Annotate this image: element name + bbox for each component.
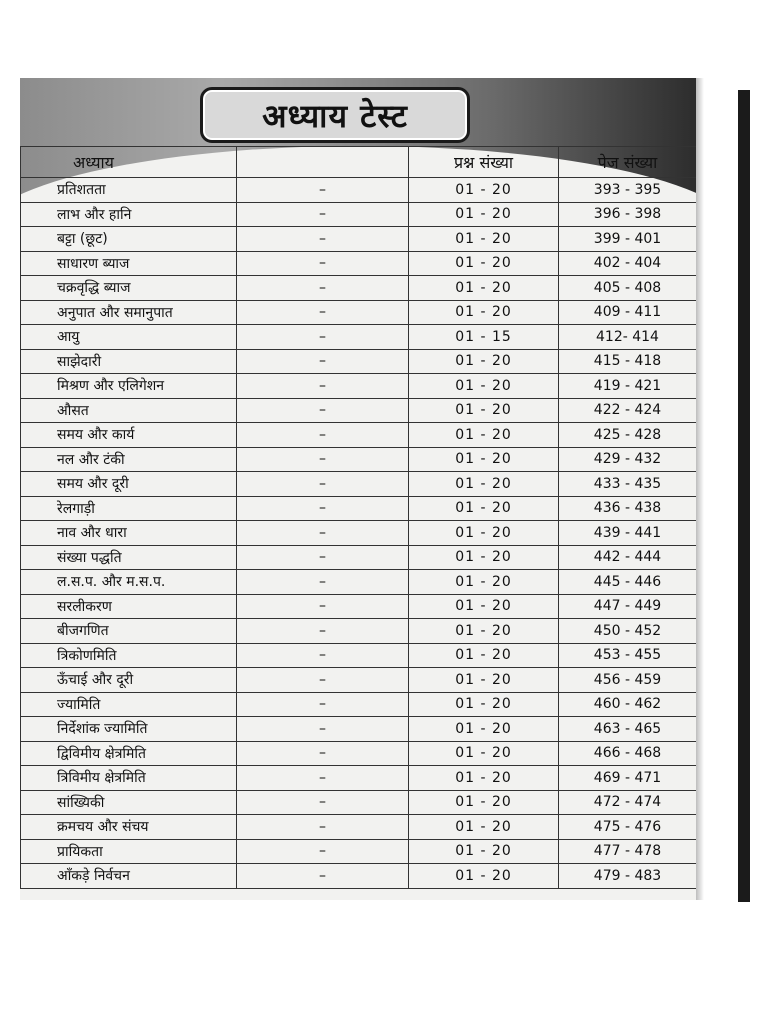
- chapter-cell: त्रिविमीय क्षेत्रमिति: [21, 766, 237, 791]
- table-row: [21, 472, 697, 497]
- table-row: [21, 300, 697, 325]
- chapter-cell: लाभ और हानि: [21, 202, 237, 227]
- question-range-cell: 01 - 20: [409, 472, 559, 497]
- page-range-cell: 463 - 465: [559, 717, 697, 742]
- question-range-cell: 01 - 20: [409, 864, 559, 889]
- chapter-cell: आँकड़े निर्वचन: [21, 864, 237, 889]
- question-range-cell: 01 - 20: [409, 619, 559, 644]
- question-range-cell: 01 - 20: [409, 423, 559, 448]
- table-row: [21, 325, 697, 350]
- separator-cell: –: [237, 668, 409, 693]
- separator-cell: –: [237, 178, 409, 203]
- title-banner: [200, 87, 470, 143]
- question-range-cell: 01 - 20: [409, 496, 559, 521]
- question-range-cell: 01 - 20: [409, 398, 559, 423]
- page-range-cell: 399 - 401: [559, 227, 697, 252]
- book-page: [20, 78, 696, 900]
- chapter-cell: नल और टंकी: [21, 447, 237, 472]
- separator-cell: –: [237, 398, 409, 423]
- separator-cell: –: [237, 839, 409, 864]
- page-range-cell: 466 - 468: [559, 741, 697, 766]
- page-range-cell: 402 - 404: [559, 251, 697, 276]
- question-range-cell: 01 - 20: [409, 643, 559, 668]
- question-range-cell: 01 - 20: [409, 349, 559, 374]
- separator-cell: –: [237, 692, 409, 717]
- page-range-cell: 429 - 432: [559, 447, 697, 472]
- question-range-cell: 01 - 20: [409, 227, 559, 252]
- table-row: [21, 766, 697, 791]
- page-range-cell: 475 - 476: [559, 815, 697, 840]
- table-row: [21, 545, 697, 570]
- question-range-cell: 01 - 20: [409, 668, 559, 693]
- separator-cell: –: [237, 496, 409, 521]
- page-range-cell: 393 - 395: [559, 178, 697, 203]
- separator-cell: –: [237, 643, 409, 668]
- page-range-cell: 425 - 428: [559, 423, 697, 448]
- question-range-cell: 01 - 20: [409, 251, 559, 276]
- question-range-cell: 01 - 20: [409, 300, 559, 325]
- page-range-cell: 415 - 418: [559, 349, 697, 374]
- page-range-cell: 433 - 435: [559, 472, 697, 497]
- page-range-cell: 447 - 449: [559, 594, 697, 619]
- separator-cell: –: [237, 374, 409, 399]
- question-range-cell: 01 - 20: [409, 178, 559, 203]
- chapter-cell: प्रतिशतता: [21, 178, 237, 203]
- separator-cell: –: [237, 251, 409, 276]
- page-range-cell: 442 - 444: [559, 545, 697, 570]
- page-range-cell: 445 - 446: [559, 570, 697, 595]
- page-range-cell: 422 - 424: [559, 398, 697, 423]
- table-row: [21, 668, 697, 693]
- page-edge-shadow: [696, 78, 704, 900]
- separator-cell: –: [237, 864, 409, 889]
- column-header-pages: पेज संख्या: [559, 147, 697, 178]
- separator-cell: –: [237, 300, 409, 325]
- question-range-cell: 01 - 20: [409, 202, 559, 227]
- page-range-cell: 453 - 455: [559, 643, 697, 668]
- question-range-cell: 01 - 20: [409, 815, 559, 840]
- page-range-cell: 472 - 474: [559, 790, 697, 815]
- separator-cell: –: [237, 202, 409, 227]
- table-row: [21, 839, 697, 864]
- table-row: [21, 276, 697, 301]
- question-range-cell: 01 - 15: [409, 325, 559, 350]
- question-range-cell: 01 - 20: [409, 790, 559, 815]
- chapter-cell: बीजगणित: [21, 619, 237, 644]
- separator-cell: –: [237, 276, 409, 301]
- page-range-cell: 436 - 438: [559, 496, 697, 521]
- table-row: [21, 643, 697, 668]
- separator-cell: –: [237, 717, 409, 742]
- table-row: [21, 864, 697, 889]
- chapter-cell: समय और कार्य: [21, 423, 237, 448]
- table-row: [21, 398, 697, 423]
- question-range-cell: 01 - 20: [409, 570, 559, 595]
- question-range-cell: 01 - 20: [409, 766, 559, 791]
- chapter-cell: रेलगाड़ी: [21, 496, 237, 521]
- chapter-cell: बट्टा (छूट): [21, 227, 237, 252]
- separator-cell: –: [237, 766, 409, 791]
- chapter-cell: मिश्रण और एलिगेशन: [21, 374, 237, 399]
- chapter-test-table: [20, 146, 696, 889]
- chapter-cell: प्रायिकता: [21, 839, 237, 864]
- question-range-cell: 01 - 20: [409, 521, 559, 546]
- separator-cell: –: [237, 545, 409, 570]
- separator-cell: –: [237, 423, 409, 448]
- separator-cell: –: [237, 472, 409, 497]
- table-header-row: [21, 147, 697, 178]
- column-header-questions: प्रश्न संख्या: [409, 147, 559, 178]
- page-range-cell: 479 - 483: [559, 864, 697, 889]
- table-row: [21, 741, 697, 766]
- page-range-cell: 450 - 452: [559, 619, 697, 644]
- question-range-cell: 01 - 20: [409, 839, 559, 864]
- table-row: [21, 692, 697, 717]
- chapter-cell: नाव और धारा: [21, 521, 237, 546]
- table-row: [21, 423, 697, 448]
- table-row: [21, 202, 697, 227]
- separator-cell: –: [237, 594, 409, 619]
- question-range-cell: 01 - 20: [409, 594, 559, 619]
- table-row: [21, 815, 697, 840]
- separator-cell: –: [237, 619, 409, 644]
- page-range-cell: 419 - 421: [559, 374, 697, 399]
- page-title: अध्याय टेस्ट: [262, 96, 408, 135]
- chapter-cell: चक्रवृद्धि ब्याज: [21, 276, 237, 301]
- chapter-cell: साधारण ब्याज: [21, 251, 237, 276]
- table-body: [21, 178, 697, 889]
- chapter-cell: सांख्यिकी: [21, 790, 237, 815]
- page-range-cell: 460 - 462: [559, 692, 697, 717]
- question-range-cell: 01 - 20: [409, 276, 559, 301]
- table-row: [21, 447, 697, 472]
- table-row: [21, 619, 697, 644]
- table-row: [21, 251, 697, 276]
- page-range-cell: 405 - 408: [559, 276, 697, 301]
- separator-cell: –: [237, 447, 409, 472]
- chapter-cell: त्रिकोणमिति: [21, 643, 237, 668]
- question-range-cell: 01 - 20: [409, 447, 559, 472]
- separator-cell: –: [237, 741, 409, 766]
- chapter-cell: आयु: [21, 325, 237, 350]
- chapter-cell: अनुपात और समानुपात: [21, 300, 237, 325]
- question-range-cell: 01 - 20: [409, 717, 559, 742]
- chapter-cell: साझेदारी: [21, 349, 237, 374]
- separator-cell: –: [237, 570, 409, 595]
- table-row: [21, 349, 697, 374]
- chapter-cell: ल.स.प. और म.स.प.: [21, 570, 237, 595]
- table-row: [21, 790, 697, 815]
- page-range-cell: 409 - 411: [559, 300, 697, 325]
- question-range-cell: 01 - 20: [409, 545, 559, 570]
- separator-cell: –: [237, 325, 409, 350]
- table-row: [21, 521, 697, 546]
- table-row: [21, 227, 697, 252]
- table-row: [21, 178, 697, 203]
- page-range-cell: 439 - 441: [559, 521, 697, 546]
- page-range-cell: 469 - 471: [559, 766, 697, 791]
- separator-cell: –: [237, 521, 409, 546]
- column-header-chapter: अध्याय: [21, 147, 237, 178]
- table-row: [21, 570, 697, 595]
- separator-cell: –: [237, 815, 409, 840]
- chapter-cell: ज्यामिति: [21, 692, 237, 717]
- question-range-cell: 01 - 20: [409, 692, 559, 717]
- chapter-cell: समय और दूरी: [21, 472, 237, 497]
- column-header-blank: [237, 147, 409, 178]
- table-row: [21, 717, 697, 742]
- page-range-cell: 477 - 478: [559, 839, 697, 864]
- table-row: [21, 374, 697, 399]
- chapter-cell: निर्देशांक ज्यामिति: [21, 717, 237, 742]
- page-range-cell: 456 - 459: [559, 668, 697, 693]
- book-edge: [738, 90, 750, 902]
- separator-cell: –: [237, 227, 409, 252]
- chapter-cell: ऊँचाई और दूरी: [21, 668, 237, 693]
- table-row: [21, 496, 697, 521]
- separator-cell: –: [237, 790, 409, 815]
- chapter-cell: औसत: [21, 398, 237, 423]
- separator-cell: –: [237, 349, 409, 374]
- question-range-cell: 01 - 20: [409, 741, 559, 766]
- chapter-cell: द्विविमीय क्षेत्रमिति: [21, 741, 237, 766]
- chapter-cell: सरलीकरण: [21, 594, 237, 619]
- question-range-cell: 01 - 20: [409, 374, 559, 399]
- page-range-cell: 396 - 398: [559, 202, 697, 227]
- page-range-cell: 412- 414: [559, 325, 697, 350]
- chapter-cell: संख्या पद्धति: [21, 545, 237, 570]
- chapter-cell: क्रमचय और संचय: [21, 815, 237, 840]
- table-row: [21, 594, 697, 619]
